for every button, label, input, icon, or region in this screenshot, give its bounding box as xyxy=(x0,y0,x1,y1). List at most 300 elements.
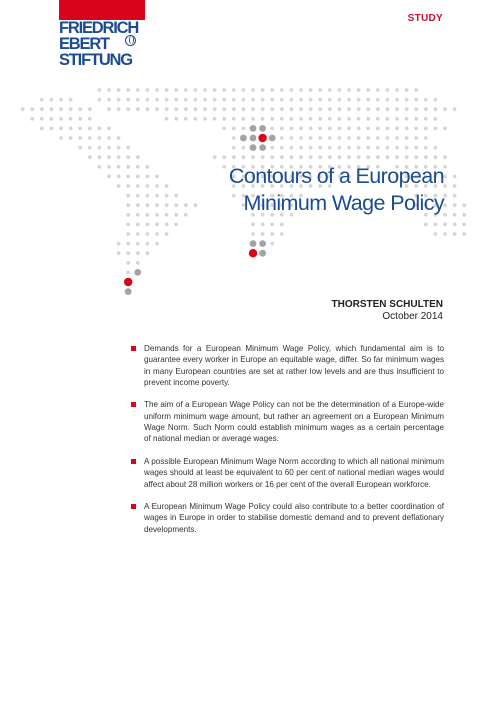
map-dot xyxy=(318,136,322,140)
map-dot xyxy=(98,127,102,131)
map-dot xyxy=(270,242,274,246)
map-dot xyxy=(146,184,150,188)
map-dot xyxy=(376,117,380,121)
map-dot xyxy=(270,155,274,159)
map-dot xyxy=(107,146,111,150)
map-dot xyxy=(146,232,150,236)
map-dot xyxy=(155,107,159,111)
map-dot xyxy=(280,107,284,111)
map-dot xyxy=(232,155,236,159)
map-dot xyxy=(107,127,111,131)
map-dot xyxy=(261,88,265,92)
map-dot xyxy=(213,107,217,111)
map-dot xyxy=(213,117,217,121)
map-dot xyxy=(126,175,130,179)
map-dot xyxy=(242,98,246,102)
map-dot xyxy=(376,98,380,102)
map-dot xyxy=(405,117,409,121)
map-dot xyxy=(194,107,198,111)
map-dot xyxy=(424,223,428,227)
map-dot xyxy=(309,146,313,150)
map-dot xyxy=(299,155,303,159)
map-dot xyxy=(366,88,370,92)
map-dot xyxy=(117,88,121,92)
map-dot xyxy=(117,146,121,150)
map-dot xyxy=(280,155,284,159)
map-dot xyxy=(240,135,247,142)
map-dot xyxy=(174,213,178,217)
map-dot xyxy=(146,98,150,102)
map-dot xyxy=(405,127,409,131)
map-dot xyxy=(434,232,438,236)
map-dot xyxy=(328,155,332,159)
map-highlight-dot xyxy=(124,278,132,286)
map-dot xyxy=(242,127,246,131)
map-dot xyxy=(126,242,130,246)
map-dot xyxy=(395,98,399,102)
map-dot xyxy=(250,240,257,247)
map-dot xyxy=(213,155,217,159)
map-dot xyxy=(261,117,265,121)
map-dot xyxy=(290,136,294,140)
map-dot xyxy=(69,136,73,140)
map-dot xyxy=(126,213,130,217)
map-dot xyxy=(59,117,63,121)
map-dot xyxy=(165,203,169,207)
map-dot xyxy=(261,155,265,159)
map-dot xyxy=(386,127,390,131)
map-dot xyxy=(126,165,130,169)
map-dot xyxy=(424,107,428,111)
map-dot xyxy=(126,194,130,198)
map-dot xyxy=(338,127,342,131)
map-dot xyxy=(386,117,390,121)
map-dot xyxy=(155,223,159,227)
map-dot xyxy=(462,203,466,207)
map-dot xyxy=(453,194,457,198)
map-dot xyxy=(434,127,438,131)
map-dot xyxy=(146,194,150,198)
map-dot xyxy=(126,146,130,150)
map-dot xyxy=(434,223,438,227)
map-dot xyxy=(88,127,92,131)
map-dot xyxy=(453,184,457,188)
map-dot xyxy=(269,135,276,142)
map-dot xyxy=(395,155,399,159)
map-dot xyxy=(290,117,294,121)
map-dot xyxy=(107,88,111,92)
map-dot xyxy=(376,136,380,140)
map-dot xyxy=(126,251,130,255)
map-dot xyxy=(290,146,294,150)
map-dot xyxy=(107,107,111,111)
map-dot xyxy=(357,155,361,159)
map-dot xyxy=(136,184,140,188)
map-dot xyxy=(280,232,284,236)
map-dot xyxy=(395,107,399,111)
map-dot xyxy=(453,203,457,207)
map-dot xyxy=(146,165,150,169)
map-dot xyxy=(347,98,351,102)
map-dot xyxy=(30,107,34,111)
map-dot xyxy=(136,223,140,227)
map-dot xyxy=(136,242,140,246)
map-dot xyxy=(376,107,380,111)
summary-item: A possible European Minimum Wage Norm according to which all national minimum wages should at least be equivalent to 60 per cent of national median wages would affect about 28 million workers or 16 per cent of the overall European workforce. xyxy=(131,456,444,490)
map-dot xyxy=(250,125,257,132)
map-dot xyxy=(117,136,121,140)
map-dot xyxy=(386,146,390,150)
map-dot xyxy=(386,136,390,140)
map-dot xyxy=(318,88,322,92)
map-dot xyxy=(184,117,188,121)
map-dot xyxy=(434,146,438,150)
map-dot xyxy=(155,232,159,236)
map-dot xyxy=(69,98,73,102)
map-dot xyxy=(318,98,322,102)
map-dot xyxy=(270,223,274,227)
map-dot xyxy=(357,88,361,92)
map-dot xyxy=(50,107,54,111)
map-dot xyxy=(155,184,159,188)
map-dot xyxy=(270,232,274,236)
map-dot xyxy=(424,155,428,159)
map-dot xyxy=(107,136,111,140)
map-dot xyxy=(107,155,111,159)
map-dot xyxy=(453,232,457,236)
map-dot xyxy=(280,136,284,140)
map-dot xyxy=(386,155,390,159)
map-dot xyxy=(155,98,159,102)
map-dot xyxy=(270,107,274,111)
map-dot xyxy=(88,155,92,159)
study-label: STUDY xyxy=(407,13,443,24)
map-dot xyxy=(136,194,140,198)
map-dot xyxy=(395,88,399,92)
map-dot xyxy=(155,242,159,246)
map-dot xyxy=(251,117,255,121)
map-dot xyxy=(165,213,169,217)
map-dot xyxy=(184,88,188,92)
map-dot xyxy=(117,98,121,102)
map-dot xyxy=(174,223,178,227)
map-dot xyxy=(453,223,457,227)
map-dot xyxy=(309,136,313,140)
map-dot xyxy=(299,98,303,102)
map-dot xyxy=(366,98,370,102)
map-dot xyxy=(338,117,342,121)
map-dot xyxy=(222,88,226,92)
map-dot xyxy=(136,261,140,265)
map-dot xyxy=(194,203,198,207)
map-dot xyxy=(165,223,169,227)
map-dot xyxy=(232,136,236,140)
map-dot xyxy=(136,98,140,102)
map-dot xyxy=(347,117,351,121)
map-dot xyxy=(259,144,266,151)
map-dot xyxy=(328,136,332,140)
map-highlight-dot xyxy=(249,249,257,257)
summary-item: A European Minimum Wage Policy could also contribute to a better coordination of wages in Europe in order to stabilise domestic demand and to prevent deflationary developments. xyxy=(131,501,444,535)
map-dot xyxy=(117,155,121,159)
map-dot xyxy=(98,155,102,159)
map-dot xyxy=(318,127,322,131)
map-dot xyxy=(318,146,322,150)
map-dot xyxy=(174,203,178,207)
map-dot xyxy=(318,117,322,121)
map-dot xyxy=(165,232,169,236)
map-dot xyxy=(338,136,342,140)
map-dot xyxy=(69,117,73,121)
map-dot xyxy=(251,223,255,227)
map-dot xyxy=(270,146,274,150)
map-dot xyxy=(405,146,409,150)
map-dot xyxy=(328,107,332,111)
map-dot xyxy=(280,98,284,102)
map-dot xyxy=(443,155,447,159)
map-dot xyxy=(117,184,121,188)
map-dot xyxy=(290,107,294,111)
map-dot xyxy=(184,213,188,217)
map-dot xyxy=(203,88,207,92)
map-dot xyxy=(88,107,92,111)
map-dot xyxy=(424,98,428,102)
map-dot xyxy=(174,107,178,111)
map-dot xyxy=(328,146,332,150)
map-dot xyxy=(155,213,159,217)
map-dot xyxy=(107,175,111,179)
map-dot xyxy=(299,117,303,121)
map-dot xyxy=(395,117,399,121)
map-dot xyxy=(414,146,418,150)
map-dot xyxy=(386,107,390,111)
map-dot xyxy=(174,194,178,198)
map-dot xyxy=(290,88,294,92)
map-dot xyxy=(434,98,438,102)
map-dot xyxy=(107,98,111,102)
map-dot xyxy=(165,88,169,92)
map-dot xyxy=(98,146,102,150)
map-dot xyxy=(376,155,380,159)
map-dot xyxy=(136,251,140,255)
map-dot xyxy=(40,107,44,111)
map-dot xyxy=(126,98,130,102)
map-dot xyxy=(414,127,418,131)
map-dot xyxy=(146,88,150,92)
map-dot xyxy=(126,232,130,236)
map-dot xyxy=(203,117,207,121)
logo-line-3: STIFTUNG xyxy=(59,51,132,69)
map-dot xyxy=(146,242,150,246)
map-dot xyxy=(366,117,370,121)
map-dot xyxy=(462,213,466,217)
map-dot xyxy=(242,155,246,159)
map-dot xyxy=(338,146,342,150)
map-dot xyxy=(78,136,82,140)
map-dot xyxy=(242,146,246,150)
map-dot xyxy=(395,127,399,131)
map-dot xyxy=(259,125,266,132)
map-dot xyxy=(174,88,178,92)
map-dot xyxy=(69,127,73,131)
map-dot xyxy=(261,223,265,227)
map-dot xyxy=(309,127,313,131)
map-dot xyxy=(309,98,313,102)
map-dot xyxy=(270,98,274,102)
map-dot xyxy=(251,155,255,159)
map-dot xyxy=(126,184,130,188)
map-dot xyxy=(357,146,361,150)
map-dot xyxy=(59,107,63,111)
map-dot xyxy=(347,88,351,92)
map-dot xyxy=(261,98,265,102)
map-dot xyxy=(299,136,303,140)
map-dot xyxy=(21,107,25,111)
map-dot xyxy=(59,98,63,102)
map-dot xyxy=(126,88,130,92)
map-dot xyxy=(174,98,178,102)
map-dot xyxy=(280,127,284,131)
bullet-square-icon xyxy=(131,504,136,509)
map-dot xyxy=(251,88,255,92)
map-dot xyxy=(184,98,188,102)
map-dot xyxy=(270,127,274,131)
map-dot xyxy=(222,117,226,121)
map-dot xyxy=(376,88,380,92)
map-dot xyxy=(126,107,130,111)
logo-red-bar xyxy=(59,0,145,20)
map-dot xyxy=(136,88,140,92)
map-dot xyxy=(299,107,303,111)
map-dot xyxy=(376,146,380,150)
map-dot xyxy=(357,127,361,131)
map-dot xyxy=(414,117,418,121)
bullet-square-icon xyxy=(131,402,136,407)
logo xyxy=(59,20,151,68)
map-dot xyxy=(290,98,294,102)
map-dot xyxy=(107,165,111,169)
map-dot xyxy=(453,213,457,217)
map-dot xyxy=(328,127,332,131)
map-dot xyxy=(443,127,447,131)
map-dot xyxy=(126,271,130,275)
map-dot xyxy=(59,127,63,131)
map-dot xyxy=(78,127,82,131)
globe-icon xyxy=(125,35,136,46)
map-dot xyxy=(194,117,198,121)
map-dot xyxy=(50,127,54,131)
map-dot xyxy=(222,165,226,169)
map-dot xyxy=(136,175,140,179)
map-dot xyxy=(462,232,466,236)
map-dot xyxy=(146,107,150,111)
map-dot xyxy=(434,155,438,159)
map-dot xyxy=(98,88,102,92)
map-dot xyxy=(366,155,370,159)
map-dot xyxy=(40,127,44,131)
map-dot xyxy=(251,107,255,111)
map-dot xyxy=(259,240,266,247)
map-highlight-dot xyxy=(258,134,266,142)
map-dot xyxy=(117,107,121,111)
map-dot xyxy=(203,107,207,111)
map-dot xyxy=(434,117,438,121)
map-dot xyxy=(242,107,246,111)
map-dot xyxy=(126,261,130,265)
map-dot xyxy=(126,223,130,227)
map-dot xyxy=(155,88,159,92)
map-dot xyxy=(136,165,140,169)
map-dot xyxy=(347,127,351,131)
map-dot xyxy=(347,146,351,150)
map-dot xyxy=(194,88,198,92)
map-dot xyxy=(165,194,169,198)
map-dot xyxy=(213,88,217,92)
map-dot xyxy=(424,127,428,131)
map-dot xyxy=(405,98,409,102)
bullet-square-icon xyxy=(131,459,136,464)
map-dot xyxy=(424,117,428,121)
map-dot xyxy=(443,223,447,227)
map-dot xyxy=(453,175,457,179)
logo-line-2: EBERT xyxy=(59,35,109,53)
map-dot xyxy=(59,136,63,140)
map-dot xyxy=(347,107,351,111)
map-dot xyxy=(136,232,140,236)
map-dot xyxy=(405,88,409,92)
map-dot xyxy=(414,155,418,159)
map-dot xyxy=(414,136,418,140)
map-dot xyxy=(213,98,217,102)
map-dot xyxy=(443,232,447,236)
map-dot xyxy=(78,146,82,150)
map-dot xyxy=(318,107,322,111)
map-dot xyxy=(155,175,159,179)
map-dot xyxy=(146,175,150,179)
map-dot xyxy=(125,288,132,295)
title-line-2: Minimum Wage Policy xyxy=(243,191,444,215)
map-dot xyxy=(405,107,409,111)
map-dot xyxy=(117,175,121,179)
map-dot xyxy=(357,107,361,111)
map-dot xyxy=(270,117,274,121)
map-dot xyxy=(232,88,236,92)
map-dot xyxy=(165,184,169,188)
map-dot xyxy=(338,98,342,102)
map-dot xyxy=(309,155,313,159)
map-dot xyxy=(299,88,303,92)
map-dot xyxy=(414,107,418,111)
map-dot xyxy=(414,98,418,102)
map-dot xyxy=(146,213,150,217)
summary-list xyxy=(131,343,444,546)
map-dot xyxy=(165,98,169,102)
map-dot xyxy=(328,98,332,102)
bullet-square-icon xyxy=(131,346,136,351)
map-dot xyxy=(366,146,370,150)
map-dot xyxy=(174,117,178,121)
map-dot xyxy=(30,117,34,121)
map-dot xyxy=(242,117,246,121)
map-dot xyxy=(136,213,140,217)
map-dot xyxy=(309,117,313,121)
map-dot xyxy=(232,146,236,150)
map-dot xyxy=(222,155,226,159)
map-dot xyxy=(414,88,418,92)
map-dot xyxy=(395,136,399,140)
map-dot xyxy=(78,107,82,111)
map-dot xyxy=(280,117,284,121)
